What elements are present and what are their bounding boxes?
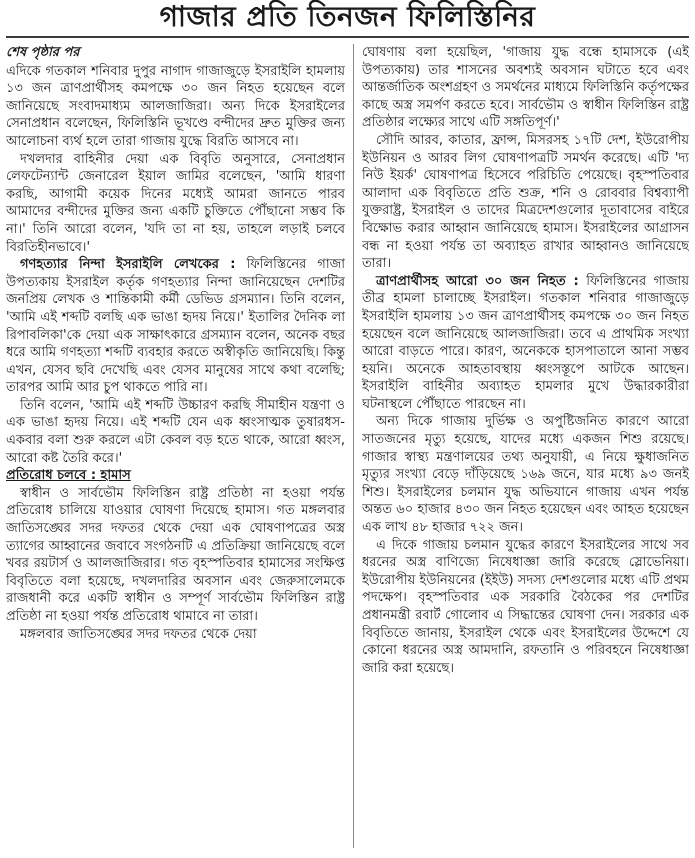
- paragraph: তিনি বলেন, 'আমি এই শব্দটি উচ্চারণ করছি সীমাহীন যন্ত্রণা ও এক ভাঙা হৃদয় নিয়ে। এই শব্দটি যেন এক ধ্বংসাত্মক তুষারধস- একবার বলা শুরু করলে এটা কেবল বড় হতে থাকে, আরো ধ্বংস, আরো কষ্ট তৈরি করে।': [6, 397, 345, 466]
- paragraph: এদিকে গতকাল শনিবার দুপুর নাগাদ গাজাজুড়ে ইসরাইলি হামলায় ১৩ জন ত্রাণপ্রার্থীসহ কমপক্ষে ৩০ জন নিহত হয়েছেন বলে জানিয়েছে সংবাদমাধ্যম আলজাজিরা। অন্য দিকে ইসরাইলের সেনাপ্রধান বলেছেন, ফিলিস্তিনি ভূখণ্ডে বন্দীদের দ্রুত মুক্তির জন্য আলোচনা ব্যর্থ হলে তারা গাজায় যুদ্ধে বিরতি আসবে না।: [6, 63, 345, 149]
- paragraph: মঙ্গলবার জাতিসঙ্ঘের সদর দফতর থেকে দেয়া: [20, 626, 257, 642]
- paragraph: অন্য দিকে গাজায় দুর্ভিক্ষ ও অপুষ্টিজনিত কারণে আরো সাতজনের মৃত্যু হয়েছে, যাদের মধ্যে একজন শিশু রয়েছে। গাজার স্বাস্থ্য মন্ত্রণালয়ের তথ্য অনুযায়ী, এ নিয়ে ক্ষুধাজনিত মৃত্যুর সংখ্যা বেড়ে দাঁড়িয়েছে ১৬৯ জনে, যার মধ্যে ৯৩ জনই শিশু। ইসরাইলের চলমান যুদ্ধ অভিযানে গাজায় এখন পর্যন্ত অন্তত ৬০ হাজার ৪৩০ জন নিহত হয়েছেন এবং আহত হয়েছেন এক লাখ ৪৮ হাজার ৭২২ জন।: [362, 414, 689, 536]
- paragraph-with-subhead: [6, 256, 345, 397]
- paragraph: স্বাধীন ও সার্বভৌম ফিলিস্তিন রাষ্ট্র প্রতিষ্ঠা না হওয়া পর্যন্ত প্রতিরোধ চালিয়ে যাওয়ার ঘোষণা দিয়েছে হামাস। গত মঙ্গলবার জাতিসঙ্ঘের সদর দফতর থেকে দেয়া এক ঘোষণাপত্রের অস্ত্র ত্যাগের আহ্বানের জবাবে সংগঠনটি এ প্রতিক্রিয়া জানিয়েছে বলে খবর রয়টার্স ও আলজাজিরার। গত বৃহস্পতিবার হামাসের সংক্ষিপ্ত বিবৃতিতে বলা হয়েছে, দখলদারির অবসান এবং জেরুসালেমকে রাজধানী করে একটি স্বাধীন ও সম্পূর্ণ সার্বভৌম ফিলিস্তিন রাষ্ট্র প্রতিষ্ঠা না হওয়া পর্যন্ত প্রতিরোধ থামাবে না তারা।: [6, 485, 345, 624]
- subheading: গণহত্যার নিন্দা ইসরাইলি লেখকের :: [20, 257, 236, 273]
- right-column: [362, 44, 689, 852]
- paragraph-with-subhead: [362, 273, 689, 414]
- paragraph: সৌদি আরব, কাতার, ফ্রান্স, মিসরসহ ১৭টি দেশ, ইউরোপীয় ইউনিয়ন ও আরব লিগ ঘোষণাপত্রটি সমর্থন করেছে। এটি 'দ্য নিউ ইয়র্ক' ঘোষণাপত্র হিসেবে পরিচিতি পেয়েছে। বৃহস্পতিবার আলাদা এক বিবৃতিতে প্রতি শুক্র, শনি ও রোববার বিশ্বব্যাপী যুক্তরাষ্ট্র, ইসরাইল ও তাদের মিত্রদেশগুলোর দূতাবাসের বাইরে বিক্ষোভ করার আহ্বান জানিয়েছে হামাস। ইসরাইলের আগ্রাসন বন্ধ না হওয়া পর্যন্ত তা অব্যাহত রাখার আহ্বানও জানিয়েছে তারা।: [362, 132, 689, 272]
- continuation-label: শেষ পৃষ্ঠার পর: [6, 45, 80, 60]
- article-headline: গাজার প্রতি তিনজন ফিলিস্তিনির: [6, 0, 689, 38]
- column-divider: [353, 44, 354, 848]
- paragraph: এ দিকে গাজায় চলমান যুদ্ধের কারণে ইসরাইলের সাথে সব ধরনের অস্ত্র বাণিজ্যে নিষেধাজ্ঞা জারি করেছে স্লোভেনিয়া। ইউরোপীয় ইউনিয়নের (ইইউ) সদস্য দেশগুলোর মধ্যে এটি প্রথম পদক্ষেপ। বৃহস্পতিবার এক সরকারি বৈঠকের পর দেশটির প্রধানমন্ত্রী রবার্ট গোলোব এ সিদ্ধান্তের ঘোষণা দেন। সরকার এক বিবৃতিতে জানায়, ইসরাইল থেকে এবং ইসরাইলের উদ্দেশে যে কোনো ধরনের অস্ত্র আমদানি, রফতানি ও পরিবহনে নিষেধাজ্ঞা জারি করা হয়েছে।: [362, 537, 689, 676]
- subheading: ত্রাণপ্রার্থীসহ আরো ৩০ জন নিহত :: [376, 273, 579, 289]
- left-column: [6, 44, 345, 852]
- paragraph-text: ফিলিস্তিনের গাজা উপত্যকায় ইসরাইল কর্তৃক গণহত্যার নিন্দা জানিয়েছেন দেশটির জনপ্রিয় লেখক ও শান্তিকামী কর্মী ডেভিড গ্রসম্যান। তিনি বলেন, 'আমি এই শব্দটি বলছি এক ভাঙা হৃদয় নিয়ে।' ইতালির দৈনিক লা রিপাবলিকা'কে দেয়া এক সাক্ষাৎকারে গ্রসম্যান বলেন, অনেক বছর ধরে আমি গণহত্যা শব্দটি ব্যবহার করতে অস্বীকৃতি জানিয়েছি। কিন্তু এখন, যেসব ছবি দেখেছি এবং যেসব মানুষের সাথে কথা বলেছি; তারপর আমি আর চুপ থাকতে পারি না।: [6, 257, 345, 396]
- subheading: প্রতিরোধ চলবে : হামাস: [6, 468, 131, 484]
- paragraph: দখলদার বাহিনীর দেয়া এক বিবৃতি অনুসারে, সেনাপ্রধান লেফটেন্যান্ট জেনারেল ইয়াল জামির বলেছেন, 'আমি ধারণা করছি, আগামী কয়েক দিনের মধ্যেই আমরা জানতে পারব আমাদের বন্দীদের মুক্তির জন্য একটি চুক্তিতে পৌঁছানো সম্ভব কি না।' তিনি আরো বলেন, 'যদি তা না হয়, তাহলে লড়াই চলবে বিরতিহীনভাবে।': [6, 151, 345, 255]
- paragraph: ঘোষণায় বলা হয়েছিল, 'গাজায় যুদ্ধ বন্ধে হামাসকে (এই উপত্যকায়) তার শাসনের অবশ্যই অবসান ঘটাতে হবে এবং আন্তর্জাতিক অংশগ্রহণ ও সমর্থনের মাধ্যমে ফিলিস্তিনি কর্তৃপক্ষের কাছে অস্ত্র সমর্পণ করতে হবে। সার্বভৌম ও স্বাধীন ফিলিস্তিন রাষ্ট্র প্রতিষ্ঠার লক্ষ্যের সাথে এটি সঙ্গতিপূর্ণ।': [362, 45, 689, 131]
- paragraph-text: ফিলিস্তিনের গাজায় তীব্র হামলা চালাচ্ছে ইসরাইল। গতকাল শনিবার গাজাজুড়ে ইসরাইলি হামলায় ১৩ জন ত্রাণপ্রার্থীসহ কমপক্ষে ৩০ জন নিহত হয়েছেন বলে জানিয়েছে আলজাজিরা। তবে এ প্রাথমিক সংখ্যা আরো বাড়তে পারে। কারণ, অনেককে হাসপাতালে আনা সম্ভব হয়নি। অনেকে আহতাবস্থায় ধ্বংসস্তূপে আটকে আছেন। ইসরাইলি বাহিনীর অব্যাহত হামলার মুখে উদ্ধারকারীরা ঘটনাস্থলে পৌঁছাতে পারছেন না।: [362, 273, 689, 412]
